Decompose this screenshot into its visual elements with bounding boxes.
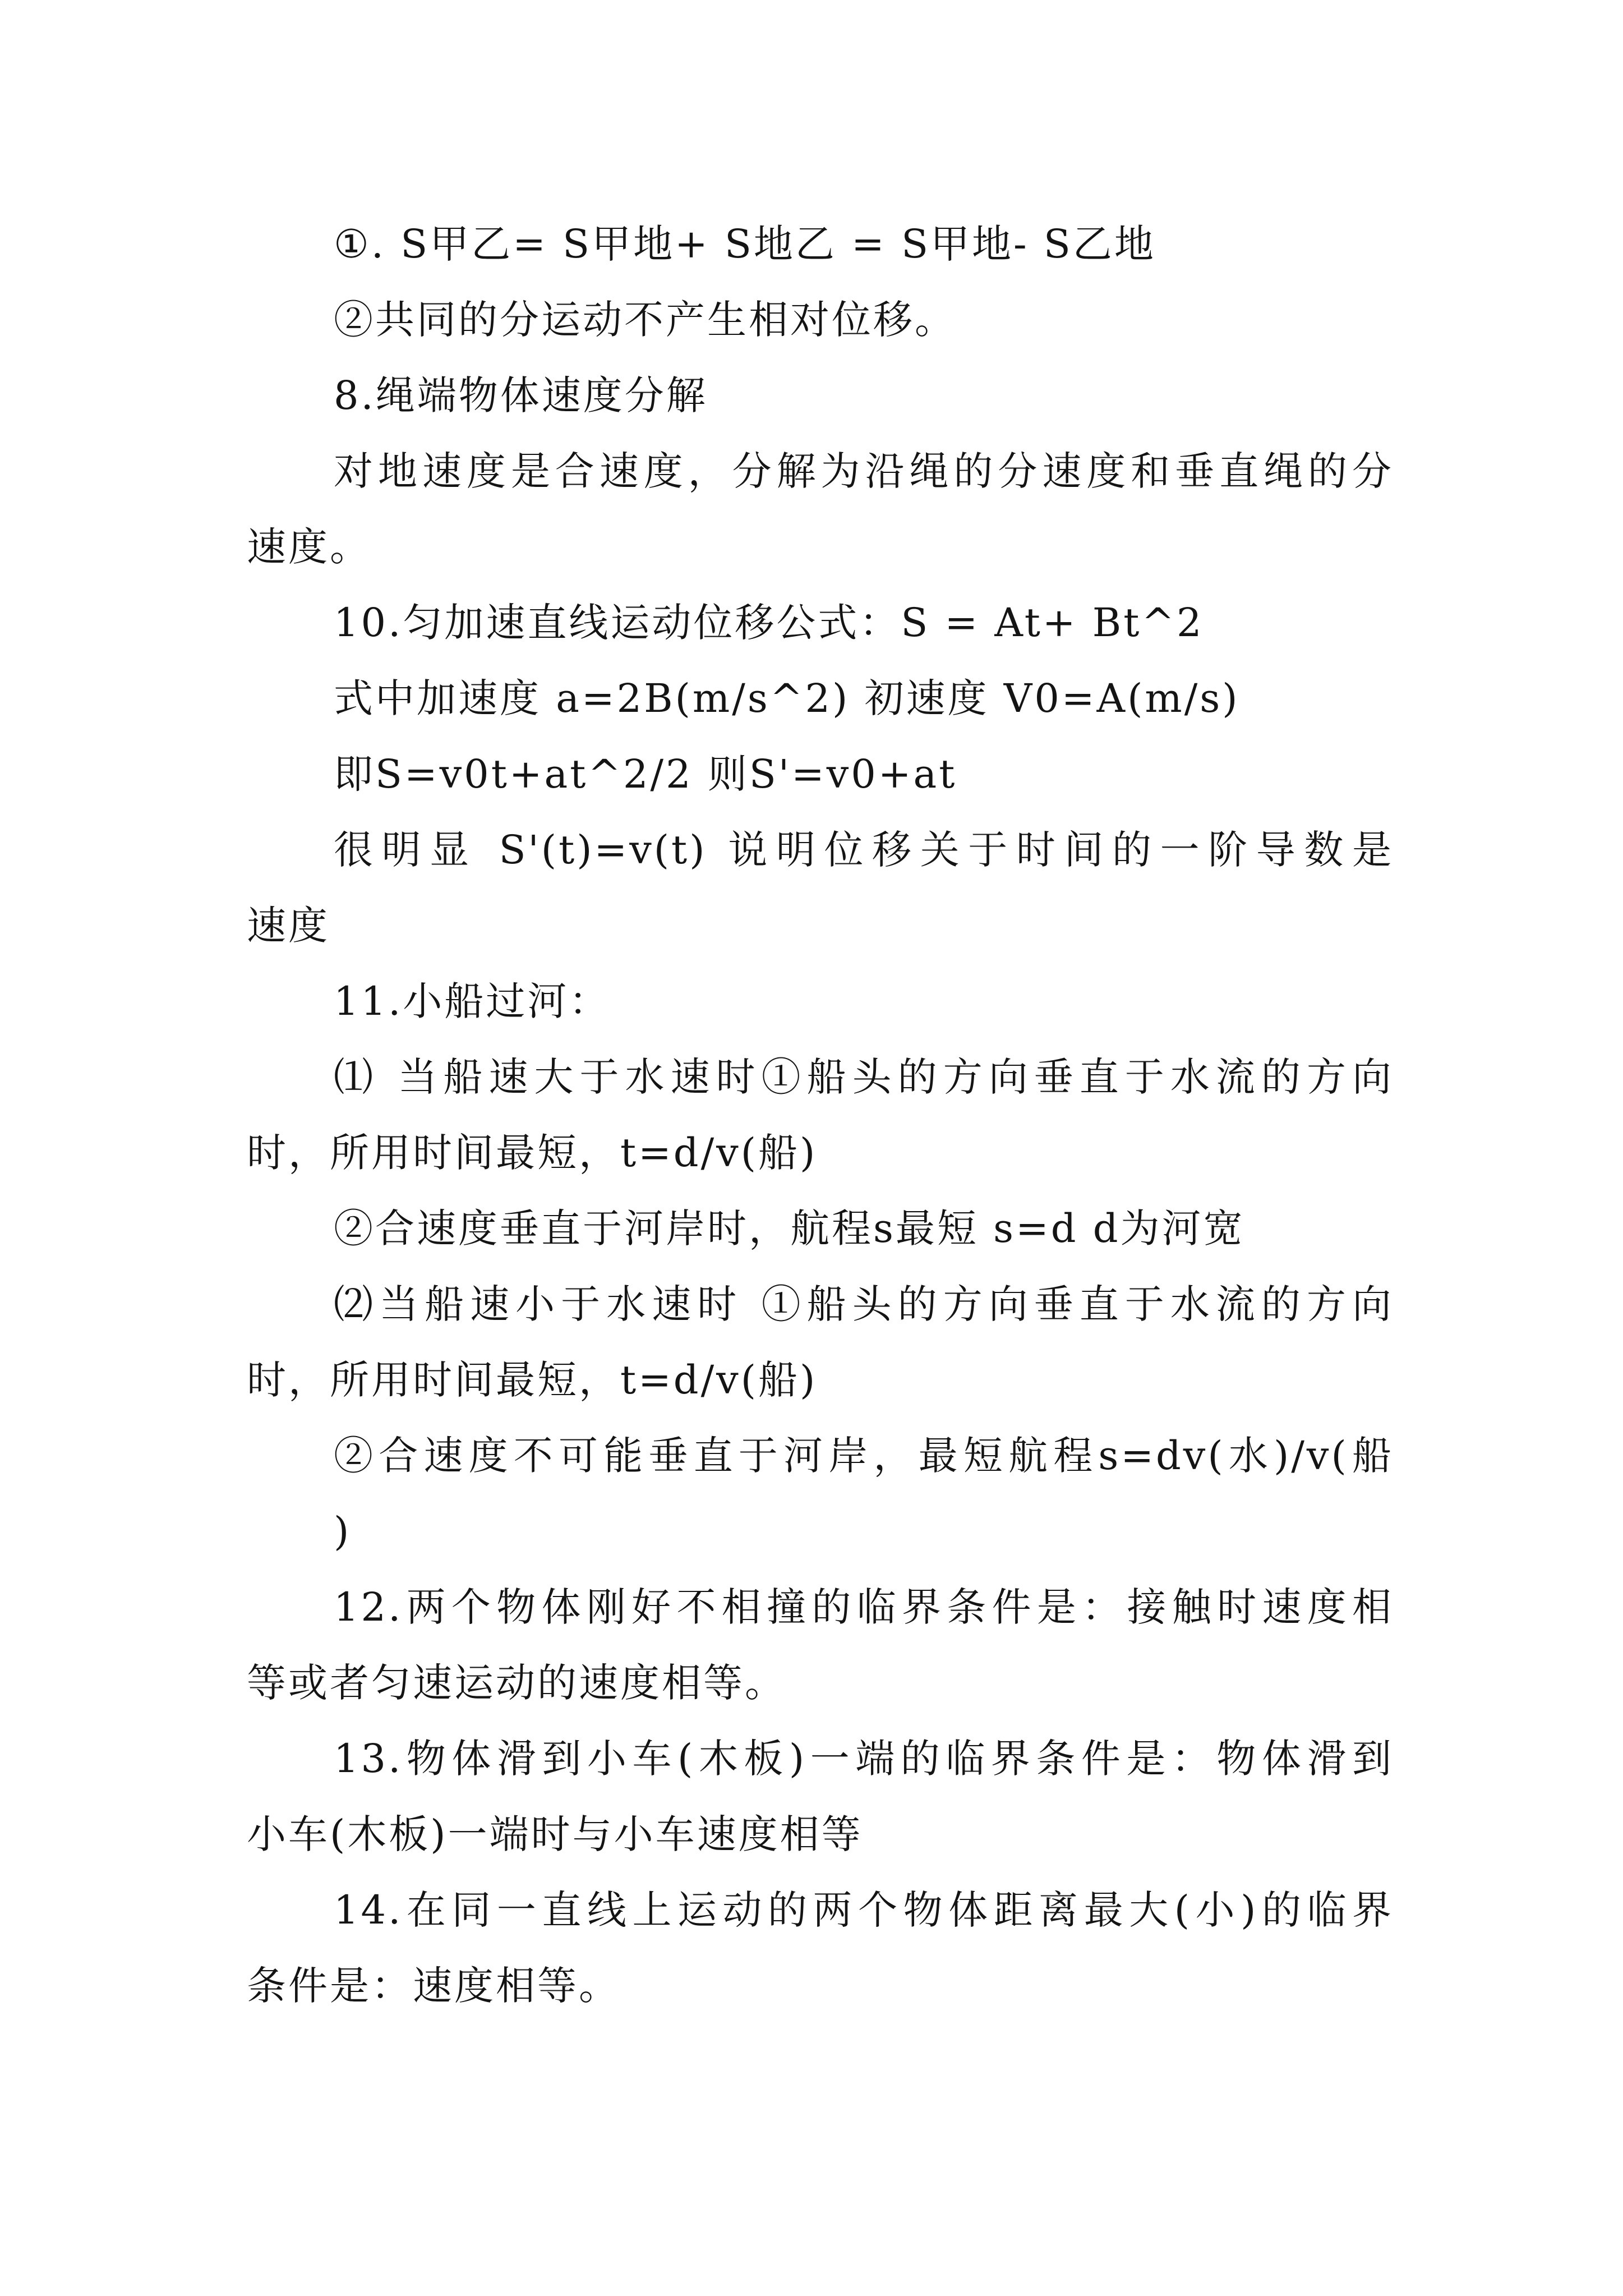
text-line-boat-slower-case-cont: 时，所用时间最短，t=d/v(船): [247, 1357, 818, 1403]
text-line-shortest-path-slower: ②合速度不可能垂直于河岸，最短航程s=dv(水)/v(船: [334, 1433, 1394, 1479]
text-line-item-11-heading: 11.小船过河：: [334, 978, 611, 1024]
text-line-shortest-path: ②合速度垂直于河岸时，航程s最短 s=d d为河宽: [334, 1205, 1245, 1251]
text-line-common-motion: ②共同的分运动不产生相对位移。: [334, 297, 956, 343]
text-line-item-14: 14.在同一直线上运动的两个物体距离最大(小)的临界: [334, 1887, 1394, 1933]
text-line-velocity-decomposition: 对地速度是合速度，分解为沿绳的分速度和垂直绳的分: [334, 448, 1394, 494]
text-line-shortest-path-slower-cont: ): [334, 1508, 352, 1554]
text-line-relative-displacement-formula: ①. S甲乙= S甲地+ S地乙 = S甲地- S乙地: [334, 221, 1156, 267]
text-line-boat-faster-case-cont: 时，所用时间最短，t=d/v(船): [247, 1130, 818, 1176]
text-line-boat-faster-case: ⑴ 当船速大于水速时①船头的方向垂直于水流的方向: [334, 1054, 1394, 1100]
text-line-item-12-cont: 等或者匀速运动的速度相等。: [247, 1660, 786, 1706]
text-line-item-12: 12.两个物体刚好不相撞的临界条件是：接触时速度相: [334, 1584, 1394, 1630]
text-line-item-13: 13.物体滑到小车(木板)一端的临界条件是：物体滑到: [334, 1736, 1394, 1782]
text-line-derivative-explanation: 很明显 S'(t)=v(t) 说明位移关于时间的一阶导数是: [334, 827, 1394, 873]
text-line-item-14-cont: 条件是：速度相等。: [247, 1963, 620, 2009]
text-line-acceleration-formula: 式中加速度 a=2B(m/s^2) 初速度 V0=A(m/s): [334, 675, 1240, 721]
text-line-item-13-cont: 小车(木板)一端时与小车速度相等: [247, 1811, 863, 1857]
text-line-item-8-heading: 8.绳端物体速度分解: [334, 372, 708, 418]
text-line-velocity-decomposition-cont: 速度。: [247, 524, 371, 570]
text-line-boat-slower-case: ⑵当船速小于水速时 ①船头的方向垂直于水流的方向: [334, 1281, 1394, 1327]
text-line-item-10-heading: 10.匀加速直线运动位移公式：S = At+ Bt^2: [334, 600, 1204, 646]
text-line-derivative-explanation-cont: 速度: [247, 903, 330, 949]
text-line-displacement-derivative: 即S=v0t+at^2/2 则S'=v0+at: [334, 751, 957, 797]
